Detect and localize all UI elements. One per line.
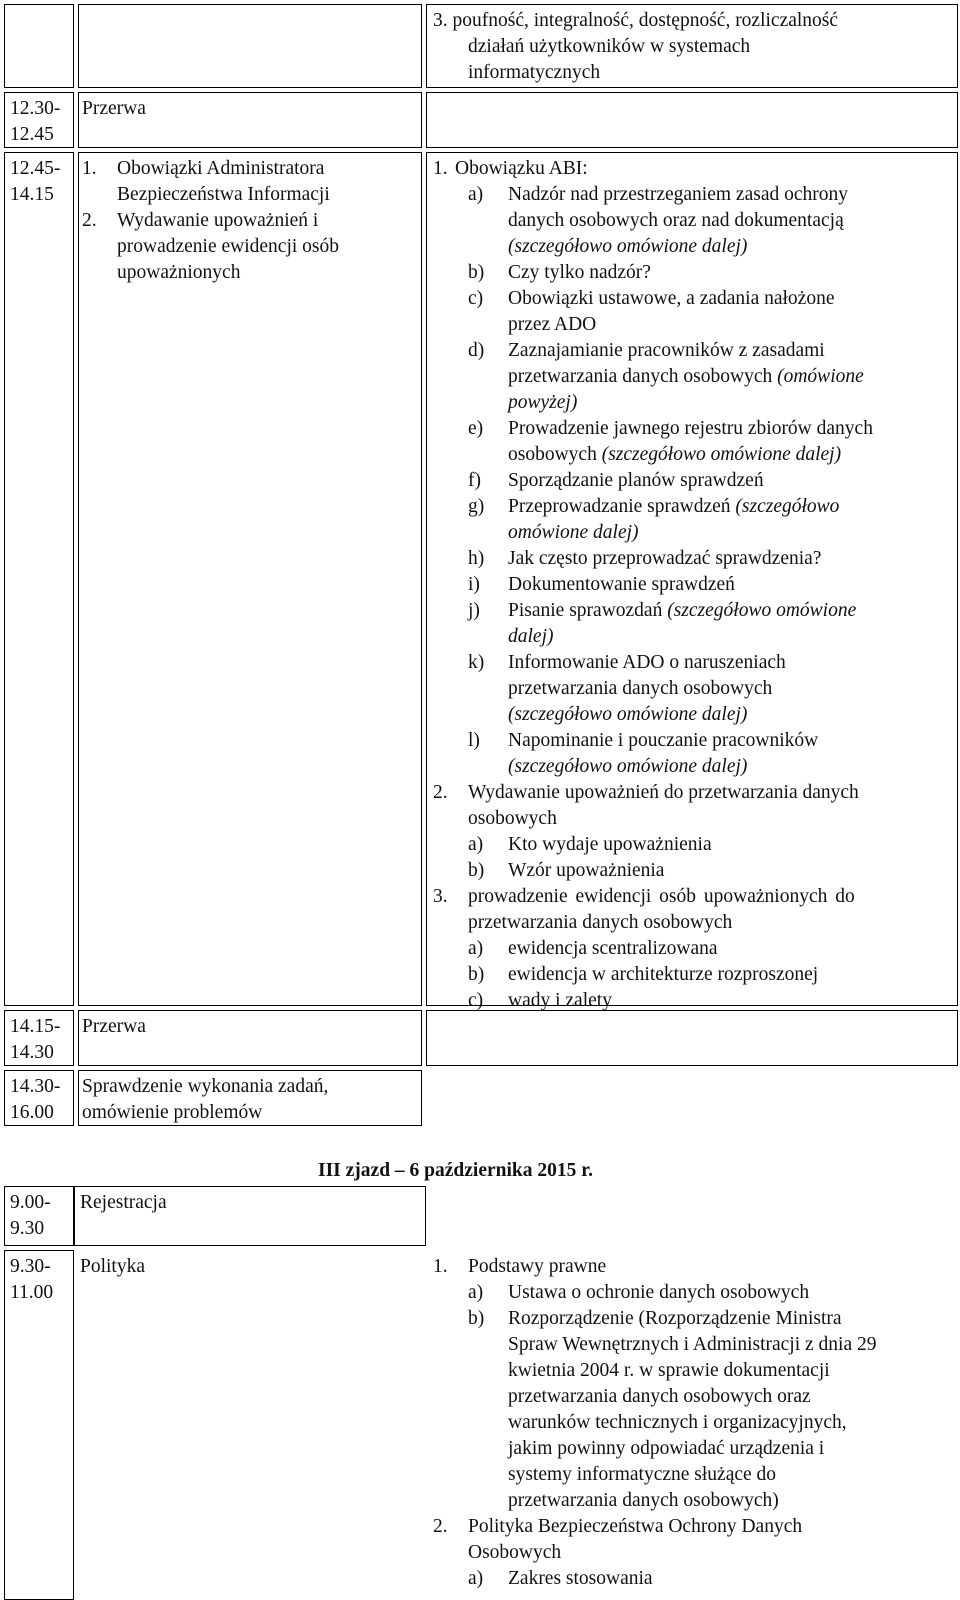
t2-r1-topic: Rejestracja — [80, 1192, 167, 1213]
t1-r2-topic-2-line-2: prowadzenie ewidencji osób — [117, 236, 340, 257]
t1-r0-time-cell — [4, 4, 74, 88]
t1-d-k-line-3: (szczegółowo omówione dalej) — [508, 704, 748, 725]
t2-d-b-line-1: Rozporządzenie (Rozporządzenie Ministra — [508, 1308, 842, 1329]
t2-d-b-line-7: systemy informatyczne służące do — [508, 1464, 777, 1485]
t1-d-item2-line-2: osobowych — [468, 808, 557, 829]
t1-d-item3-num: 3. — [433, 886, 448, 907]
t1-d-i-line-1: Dokumentowanie sprawdzeń — [508, 574, 735, 595]
t1-r1-details-cell — [426, 92, 958, 148]
t1-d-g-label: g) — [468, 496, 485, 517]
t2-r2-time-start: 9.30- — [10, 1256, 51, 1277]
t1-r2-time-cell — [4, 152, 74, 1006]
t1-r0-line-2: działań użytkowników w systemach — [468, 36, 751, 57]
t1-d-g-line-1-note: (szczegółowo — [735, 496, 840, 517]
t1-d-i-label: i) — [468, 574, 480, 595]
t1-d-e-line-2-text: osobowych — [508, 444, 597, 465]
t1-d-j-line-1 — [508, 598, 856, 624]
t1-d-item2-num: 2. — [433, 782, 448, 803]
t1-d-f-label: f) — [468, 470, 481, 491]
t2-d-item2-line-1: Polityka Bezpieczeństwa Ochrony Danych — [468, 1516, 803, 1537]
t1-d-a-line-1: Nadzór nad przestrzeganiem zasad ochrony — [508, 184, 849, 205]
t1-r4-time-end: 16.00 — [10, 1102, 54, 1123]
t1-d-h-line-1: Jak często przeprowadzać sprawdzenia? — [508, 548, 822, 569]
t1-r2-topic-2-line-3: upoważnionych — [117, 262, 241, 283]
t1-r1-time-end: 12.45 — [10, 124, 54, 145]
t1-d-e-label: e) — [468, 418, 484, 439]
t1-r0-line-1: 3. poufność, integralność, dostępność, rozliczalność — [433, 10, 839, 31]
t1-d-item2-a-label: a) — [468, 834, 484, 855]
t1-d-d-line-1: Zaznajamianie pracowników z zasadami — [508, 340, 825, 361]
t2-d-b-line-8: przetwarzania danych osobowych) — [508, 1490, 779, 1511]
t1-r4-topic-line-1: Sprawdzenie wykonania zadań, — [82, 1076, 329, 1097]
t1-d-k-line-1: Informowanie ADO o naruszeniach — [508, 652, 786, 673]
t2-r1-time-start: 9.00- — [10, 1192, 51, 1213]
t1-d-e-line-1: Prowadzenie jawnego rejestru zbiorów danych — [508, 418, 873, 439]
t1-r1-topic: Przerwa — [82, 98, 146, 119]
t1-r3-details-cell — [426, 1010, 958, 1066]
t1-r2-topic-1-line-1: Obowiązki Administratora — [117, 158, 325, 179]
t1-r2-topic-1-line-2: Bezpieczeństwa Informacji — [117, 184, 330, 205]
t1-r0-topic-cell — [78, 4, 422, 88]
t1-r3-topic: Przerwa — [82, 1016, 146, 1037]
t1-r1-time-start: 12.30- — [10, 98, 61, 119]
t1-d-d-line-2-note: (omówione — [777, 366, 864, 387]
t1-d-c-line-1: Obowiązki ustawowe, a zadania nałożone — [508, 288, 835, 309]
t1-r4-topic-line-2: omówienie problemów — [82, 1102, 263, 1123]
t1-d-item2-b-label: b) — [468, 860, 485, 881]
t2-d-a-line-1: Ustawa o ochronie danych osobowych — [508, 1282, 810, 1303]
t2-r2-topic: Polityka — [80, 1256, 146, 1277]
t1-d-d-line-3: powyżej) — [508, 392, 578, 413]
t1-d-c-line-2: przez ADO — [508, 314, 597, 335]
t1-d-j-line-1-note: (szczegółowo omówione — [667, 600, 857, 621]
t1-d-c-label: c) — [468, 288, 484, 309]
t2-d-b-line-4: przetwarzania danych osobowych oraz — [508, 1386, 811, 1407]
t1-d-d-label: d) — [468, 340, 485, 361]
t1-d-item3-line-1: prowadzenie ewidencji osób upoważnionych do — [468, 886, 855, 907]
t1-d-f-line-1: Sporządzanie planów sprawdzeń — [508, 470, 764, 491]
t1-d-j-line-1-text: Pisanie sprawozdań — [508, 600, 663, 621]
t1-d-k-label: k) — [468, 652, 485, 673]
t1-d-item2-b-text: Wzór upoważnienia — [508, 860, 665, 881]
session-heading: III zjazd – 6 października 2015 r. — [318, 1160, 593, 1181]
t1-d-item2-a-text: Kto wydaje upoważnienia — [508, 834, 712, 855]
t1-d-l-line-1: Napominanie i pouczanie pracowników — [508, 730, 819, 751]
t1-d-a-label: a) — [468, 184, 484, 205]
t2-d-b-line-3: kwietnia 2004 r. w sprawie dokumentacji — [508, 1360, 830, 1381]
t1-d-d-line-2-text: przetwarzania danych osobowych — [508, 366, 773, 387]
t2-d-b-line-5: warunków technicznych i organizacyjnych, — [508, 1412, 847, 1433]
t1-d-item3-a-label: a) — [468, 938, 484, 959]
t2-d-item1: Podstawy prawne — [468, 1256, 607, 1277]
t1-r3-time-end: 14.30 — [10, 1042, 54, 1063]
t1-d-g-line-2: omówione dalej) — [508, 522, 639, 543]
t1-d-item3-c-text: wady i zalety — [508, 990, 612, 1011]
t1-d-l-line-2: (szczegółowo omówione dalej) — [508, 756, 748, 777]
t1-d-item3-b-label: b) — [468, 964, 485, 985]
t2-r2-time-end: 11.00 — [10, 1282, 54, 1303]
t1-r4-time-start: 14.30- — [10, 1076, 61, 1097]
t2-d-b-line-6: jakim powinny odpowiadać urządzenia i — [508, 1438, 825, 1459]
t1-d-a-line-2: danych osobowych oraz nad dokumentacją — [508, 210, 844, 231]
t1-d-k-line-2: przetwarzania danych osobowych — [508, 678, 773, 699]
t2-d-item2-a-label: a) — [468, 1568, 484, 1589]
t1-d-item3-b-text: ewidencja w architekturze rozproszonej — [508, 964, 819, 985]
t1-d-h-label: h) — [468, 548, 485, 569]
t1-r3-time-start: 14.15- — [10, 1016, 61, 1037]
t2-d-item2-a-text: Zakres stosowania — [508, 1568, 653, 1589]
t1-d-item2-line-1: Wydawanie upoważnień do przetwarzania danych — [468, 782, 859, 803]
t2-d-a-label: a) — [468, 1282, 484, 1303]
t1-d-item3-c-label: c) — [468, 990, 484, 1011]
t1-d-d-line-2 — [508, 364, 864, 390]
t1-r2-time-end: 14.15 — [10, 184, 54, 205]
t2-d-b-line-2: Spraw Wewnętrznych i Administracji z dnia 29 — [508, 1334, 877, 1355]
t1-d-b-label: b) — [468, 262, 485, 283]
t2-d-item2-num: 2. — [433, 1516, 448, 1537]
t1-d-item1: Obowiązku ABI: — [455, 158, 588, 179]
t1-d-a-line-3: (szczegółowo omówione dalej) — [508, 236, 748, 257]
t1-d-e-line-2-note: (szczegółowo omówione dalej) — [601, 444, 842, 465]
t1-d-g-line-1-text: Przeprowadzanie sprawdzeń — [508, 496, 731, 517]
t1-d-e-line-2 — [508, 442, 841, 468]
t1-d-item3-line-2: przetwarzania danych osobowych — [468, 912, 733, 933]
t1-r0-line-3: informatycznych — [468, 62, 601, 83]
t2-d-b-label: b) — [468, 1308, 485, 1329]
t1-d-j-label: j) — [468, 600, 480, 621]
t1-r2-topic-num-2: 2. — [82, 210, 97, 231]
t1-d-l-label: l) — [468, 730, 480, 751]
t2-d-item1-num: 1. — [433, 1256, 448, 1277]
t1-d-j-line-2: dalej) — [508, 626, 554, 647]
t1-d-item3-a-text: ewidencja scentralizowana — [508, 938, 718, 959]
t1-r2-topic-2-line-1: Wydawanie upoważnień i — [117, 210, 319, 231]
t1-d-item1-num: 1. — [433, 158, 448, 179]
t1-r2-topic-num-1: 1. — [82, 158, 97, 179]
t2-d-item2-line-2: Osobowych — [468, 1542, 562, 1563]
t2-r1-time-end: 9.30 — [10, 1218, 45, 1239]
t1-d-b-line-1: Czy tylko nadzór? — [508, 262, 651, 283]
t1-r2-time-start: 12.45- — [10, 158, 61, 179]
t1-d-g-line-1 — [508, 494, 839, 520]
